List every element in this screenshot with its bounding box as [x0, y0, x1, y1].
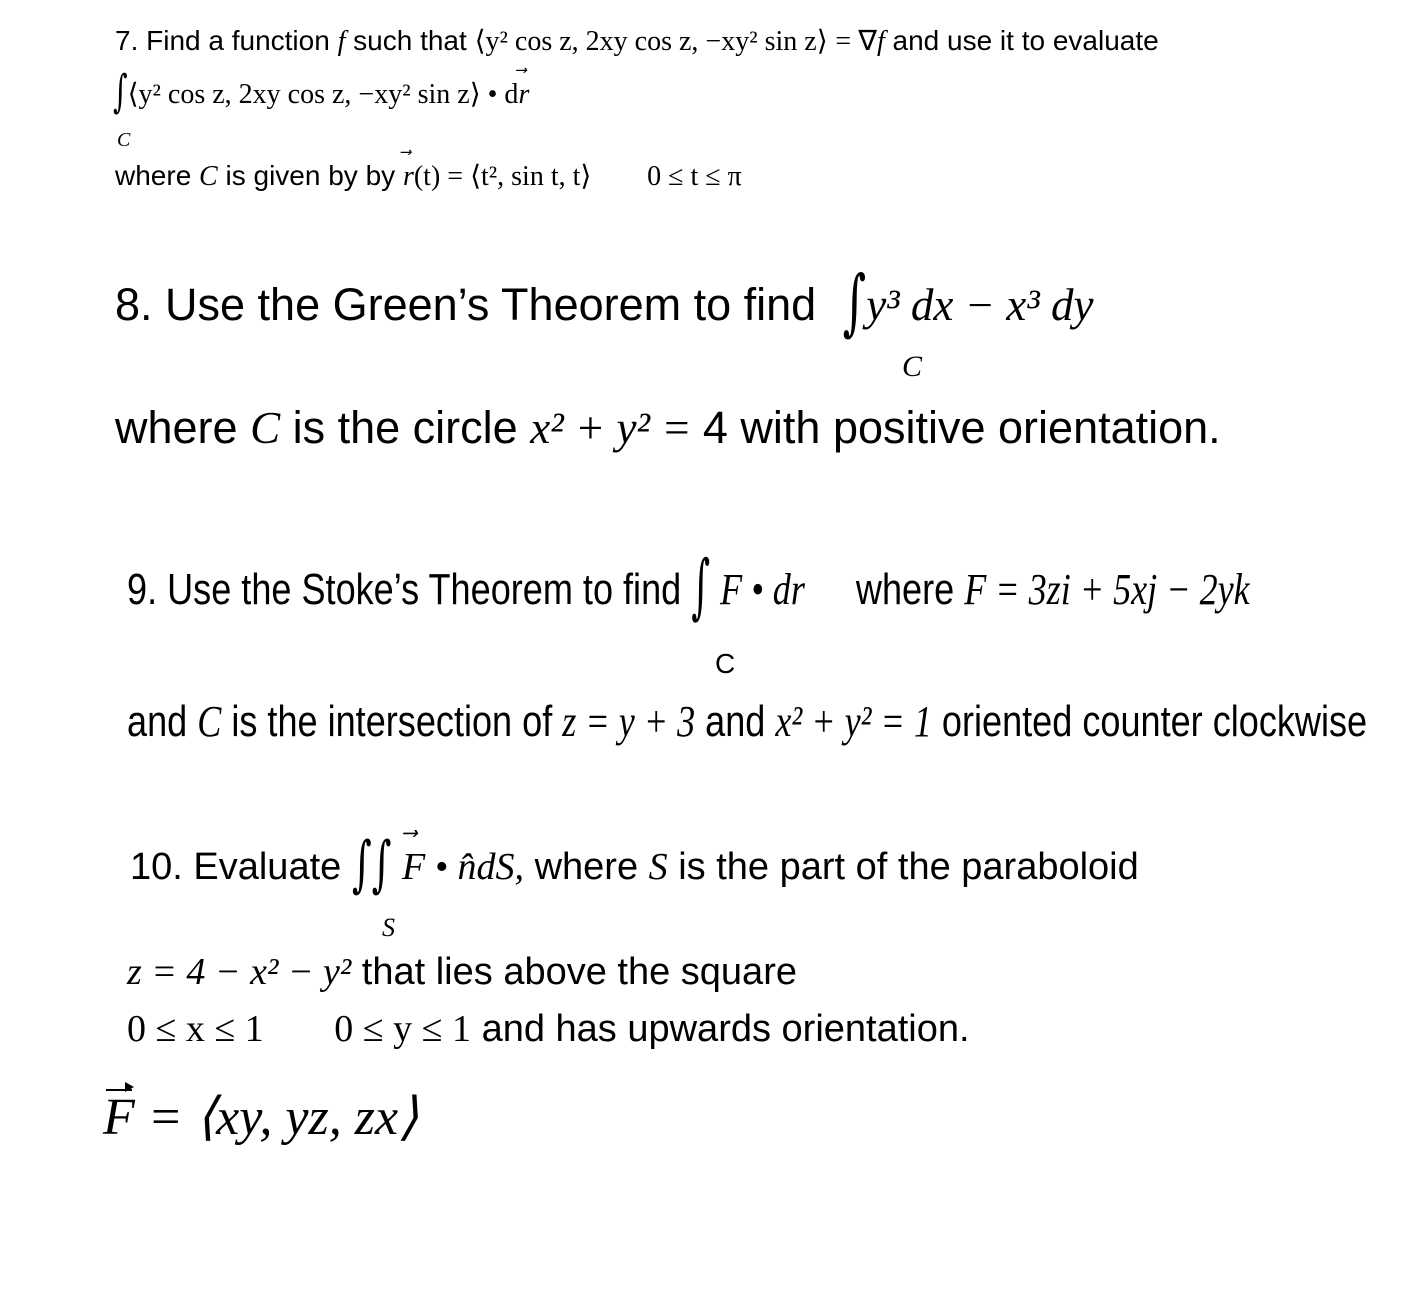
problem7-f: f — [876, 26, 885, 57]
integral-sign-icon: ∫ — [842, 259, 867, 345]
problem10-x-range: 0 ≤ x ≤ 1 — [127, 1008, 264, 1050]
problem10-S: S — [648, 846, 668, 888]
problem7-text: is given by by — [225, 160, 396, 191]
problem7-grad: = ∇ — [835, 26, 877, 57]
problem7-C: C — [199, 161, 218, 192]
problem10-F-def: = ⟨xy, yz, zx⟩ — [134, 1089, 419, 1146]
problem10-y-range: 0 ≤ y ≤ 1 — [334, 1008, 471, 1050]
problem7-text: 7. Find a function — [115, 25, 330, 56]
problem8-text: is the circle — [292, 402, 518, 453]
problem7-integral — [113, 65, 530, 118]
problem7-text: and use it to evaluate — [892, 25, 1159, 56]
problem9-text: 9. Use the Stoke’s Theorem to find — [127, 565, 682, 614]
problem10-line1 — [130, 828, 1139, 899]
problem8-text: where — [115, 402, 238, 453]
problem10-surface: z = 4 − x² − y² — [127, 951, 352, 993]
problem7-r-vector: ⃗ r — [518, 81, 529, 109]
problem9-cylinder: x² + y² = 1 — [775, 697, 932, 746]
problem10-field-definition — [103, 1089, 419, 1146]
problem8-curve-label: C — [902, 350, 923, 383]
problem9-C: C — [197, 697, 222, 746]
problem7-integrand: ⟨y² cos z, 2xy cos z, −xy² sin z⟩ • d — [127, 79, 519, 110]
problem8-line1 — [115, 259, 1094, 345]
problem9-line1 — [127, 545, 1417, 628]
problem8-integrand: y³ dx − x³ dy — [866, 280, 1094, 330]
problem10-text: where — [534, 846, 639, 888]
problem7-text: where — [115, 160, 192, 191]
problem10-text: is the part of the paraboloid — [678, 846, 1139, 888]
problem8-text: 8. Use the Green’s Theorem to find — [115, 279, 817, 330]
problem8-C: C — [250, 403, 281, 453]
problem8-line2 — [115, 402, 1221, 453]
problem9-text: is the intersection of — [231, 697, 553, 746]
problem9-plane: z = y + 3 — [562, 697, 696, 746]
problem7-field: ⟨y² cos z, 2xy cos z, −xy² sin z⟩ — [474, 26, 828, 57]
problem7-param: (t) = ⟨t², sin t, t⟩ — [413, 161, 592, 192]
problem7-text: such that — [353, 25, 467, 56]
problem9-text: where — [855, 565, 955, 614]
problem7-f: f — [337, 26, 346, 57]
integral-sign-icon: ∫ — [113, 65, 128, 118]
problem7-line1 — [115, 27, 1159, 56]
problem10-F-vector: ⃗ F — [402, 848, 425, 886]
problem10-text: and has upwards orientation. — [481, 1008, 970, 1050]
problem10-integrand: • n̂dS, — [425, 846, 525, 888]
problem10-line3 — [127, 1010, 970, 1048]
problem10-text: 10. Evaluate — [130, 846, 342, 888]
problem8-circle: x² + y² = — [530, 403, 703, 453]
integral-sign-icon: ∫ — [691, 545, 711, 628]
problem9-curve-label: C — [715, 648, 736, 679]
problem10-text: that lies above the square — [361, 951, 797, 993]
problem10-surface-label: S — [382, 913, 395, 942]
problem7-r-vector: ⃗ r — [403, 163, 414, 191]
problem9-text: and — [127, 697, 188, 746]
problem8-text: 4 with positive orientation. — [702, 402, 1221, 453]
problem7-line3 — [115, 162, 742, 191]
problem7-range: 0 ≤ t ≤ π — [647, 161, 742, 192]
double-integral-icon: ∫∫ — [351, 828, 392, 899]
problem10-line2 — [127, 953, 797, 991]
problem7-curve-label: C — [117, 129, 131, 151]
problem9-line2 — [127, 697, 1417, 746]
problem9-text: and — [705, 697, 766, 746]
problem10-F-vector: F — [103, 1089, 135, 1146]
problem9-text: oriented counter clockwise — [941, 697, 1368, 746]
problem9-integrand: F • dr — [720, 565, 805, 614]
problem9-field: F = 3zi + 5xj − 2yk — [964, 565, 1250, 614]
